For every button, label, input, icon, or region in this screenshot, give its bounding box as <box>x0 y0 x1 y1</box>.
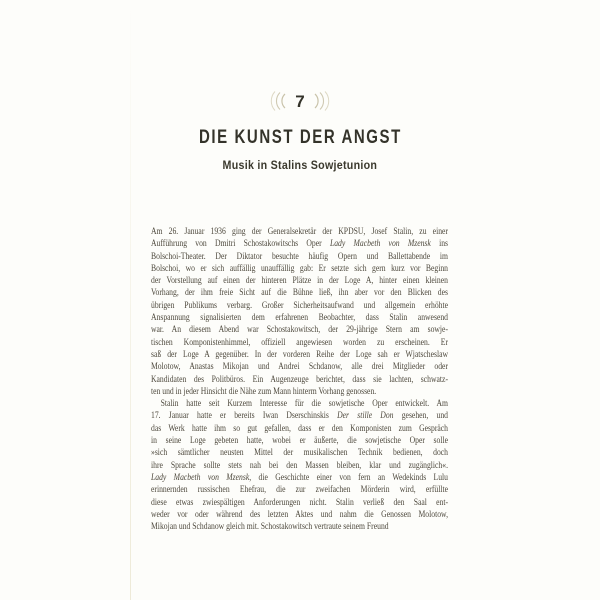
body-text <box>151 226 448 533</box>
text-line: saß der Loge A gegenüber. In der vorderen Reihe der Loge sah er Wjatscheslaw <box>151 348 449 360</box>
text-line: tischen Komponistenhimmel, offiziell angewiesen worden zu erscheinen. Er <box>151 336 449 348</box>
text-line: ihre Sprache sollte stets nah bei den Massen bleiben, klar und zugänglich«. <box>151 459 449 471</box>
text-line: Molotow, Anastas Mikojan und Andrei Schdanow, alle drei Mitglieder oder <box>151 361 449 373</box>
text-line: Vorhang, der ihm freie Sicht auf die Bühne ließ, ihn aber vor den Blicken des <box>151 287 449 299</box>
text-line: war. An diesem Abend war Schostakowitsch, der 29-jährige Stern am sowje- <box>151 324 449 336</box>
text-line: das Werk hatte ihm so gut gefallen, dass er den Komponisten zum Gespräch <box>151 422 449 434</box>
chapter-title: DIE KUNST DER ANGST <box>198 127 402 148</box>
text-line: der Vorstellung auf einen der hinteren Plätze in der Loge A, hinter einen kleinen <box>151 275 449 287</box>
text-line: übrigen Publikums verbarg. Großer Sicherheitsaufwand und allgemein erhöhte <box>151 299 449 311</box>
body-text-area <box>151 226 449 536</box>
chapter-number: 7 <box>295 91 305 111</box>
text-line: Lady Macbeth von Mzensk, die Geschichte einer von fern an Wedekinds Lulu <box>151 471 449 483</box>
text-line: weder vor oder während des letzten Aktes und nahm die Genossen Molotow, <box>151 508 449 520</box>
text-line: in seine Loge gebeten hatte, wobei er äußerte, die sowjetische Oper solle <box>151 435 449 447</box>
text-line: »sich sämtlicher neusten Mittel der musikalischen Technik bedienen, doch <box>151 447 449 459</box>
text-line: 17. Januar hatte er bereits Iwan Dserschinskis Der stille Don gesehen, und <box>151 410 449 422</box>
text-line: Anspannung signalisierten dem erfahrenen Beobachter, dass Stalin anwesend <box>151 312 449 324</box>
radiating-arcs-left-icon <box>269 88 289 114</box>
radiating-arcs-right-icon <box>311 88 331 114</box>
text-line: diese etwas zwiespältigen Anforderungen nicht. Stalin verließ den Saal ent- <box>151 496 449 508</box>
text-line: ten und in jeder Hinsicht die Nähe zum Mann hinterm Vorhang genossen. <box>151 385 377 397</box>
text-line: Am 26. Januar 1936 ging der Generalsekretär der KPDSU, Josef Stalin, zu einer <box>151 226 449 237</box>
chapter-ornament <box>0 87 600 115</box>
text-line: Aufführung von Dmitri Schostakowitschs Oper Lady Macbeth von Mzensk ins <box>151 238 449 250</box>
text-line: Bolschoi, wo er sich auffällig unauffällig gab: Er setzte sich gern kurz vor Beginn <box>151 262 449 274</box>
text-line: Stalin hatte seit Kurzem Interesse für die sowjetische Oper entwickelt. Am <box>160 398 449 410</box>
text-line: Mikojan und Schdanow gleich mit. Schostakowitsch vertraute seinem Freund <box>151 521 389 533</box>
text-line: Bolschoi-Theater. Der Diktator besuchte häufig Opern und Ballettabende im <box>151 250 449 262</box>
chapter-subtitle: Musik in Stalins Sowjetunion <box>222 158 378 172</box>
text-line: erinnernden russischen Ehefrau, die zur zweifachen Mörderin wird, erfüllte <box>151 484 449 496</box>
text-line: Kandidaten des Politbüros. Ein Augenzeuge berichtet, dass sie lachten, schwatz- <box>151 373 449 385</box>
